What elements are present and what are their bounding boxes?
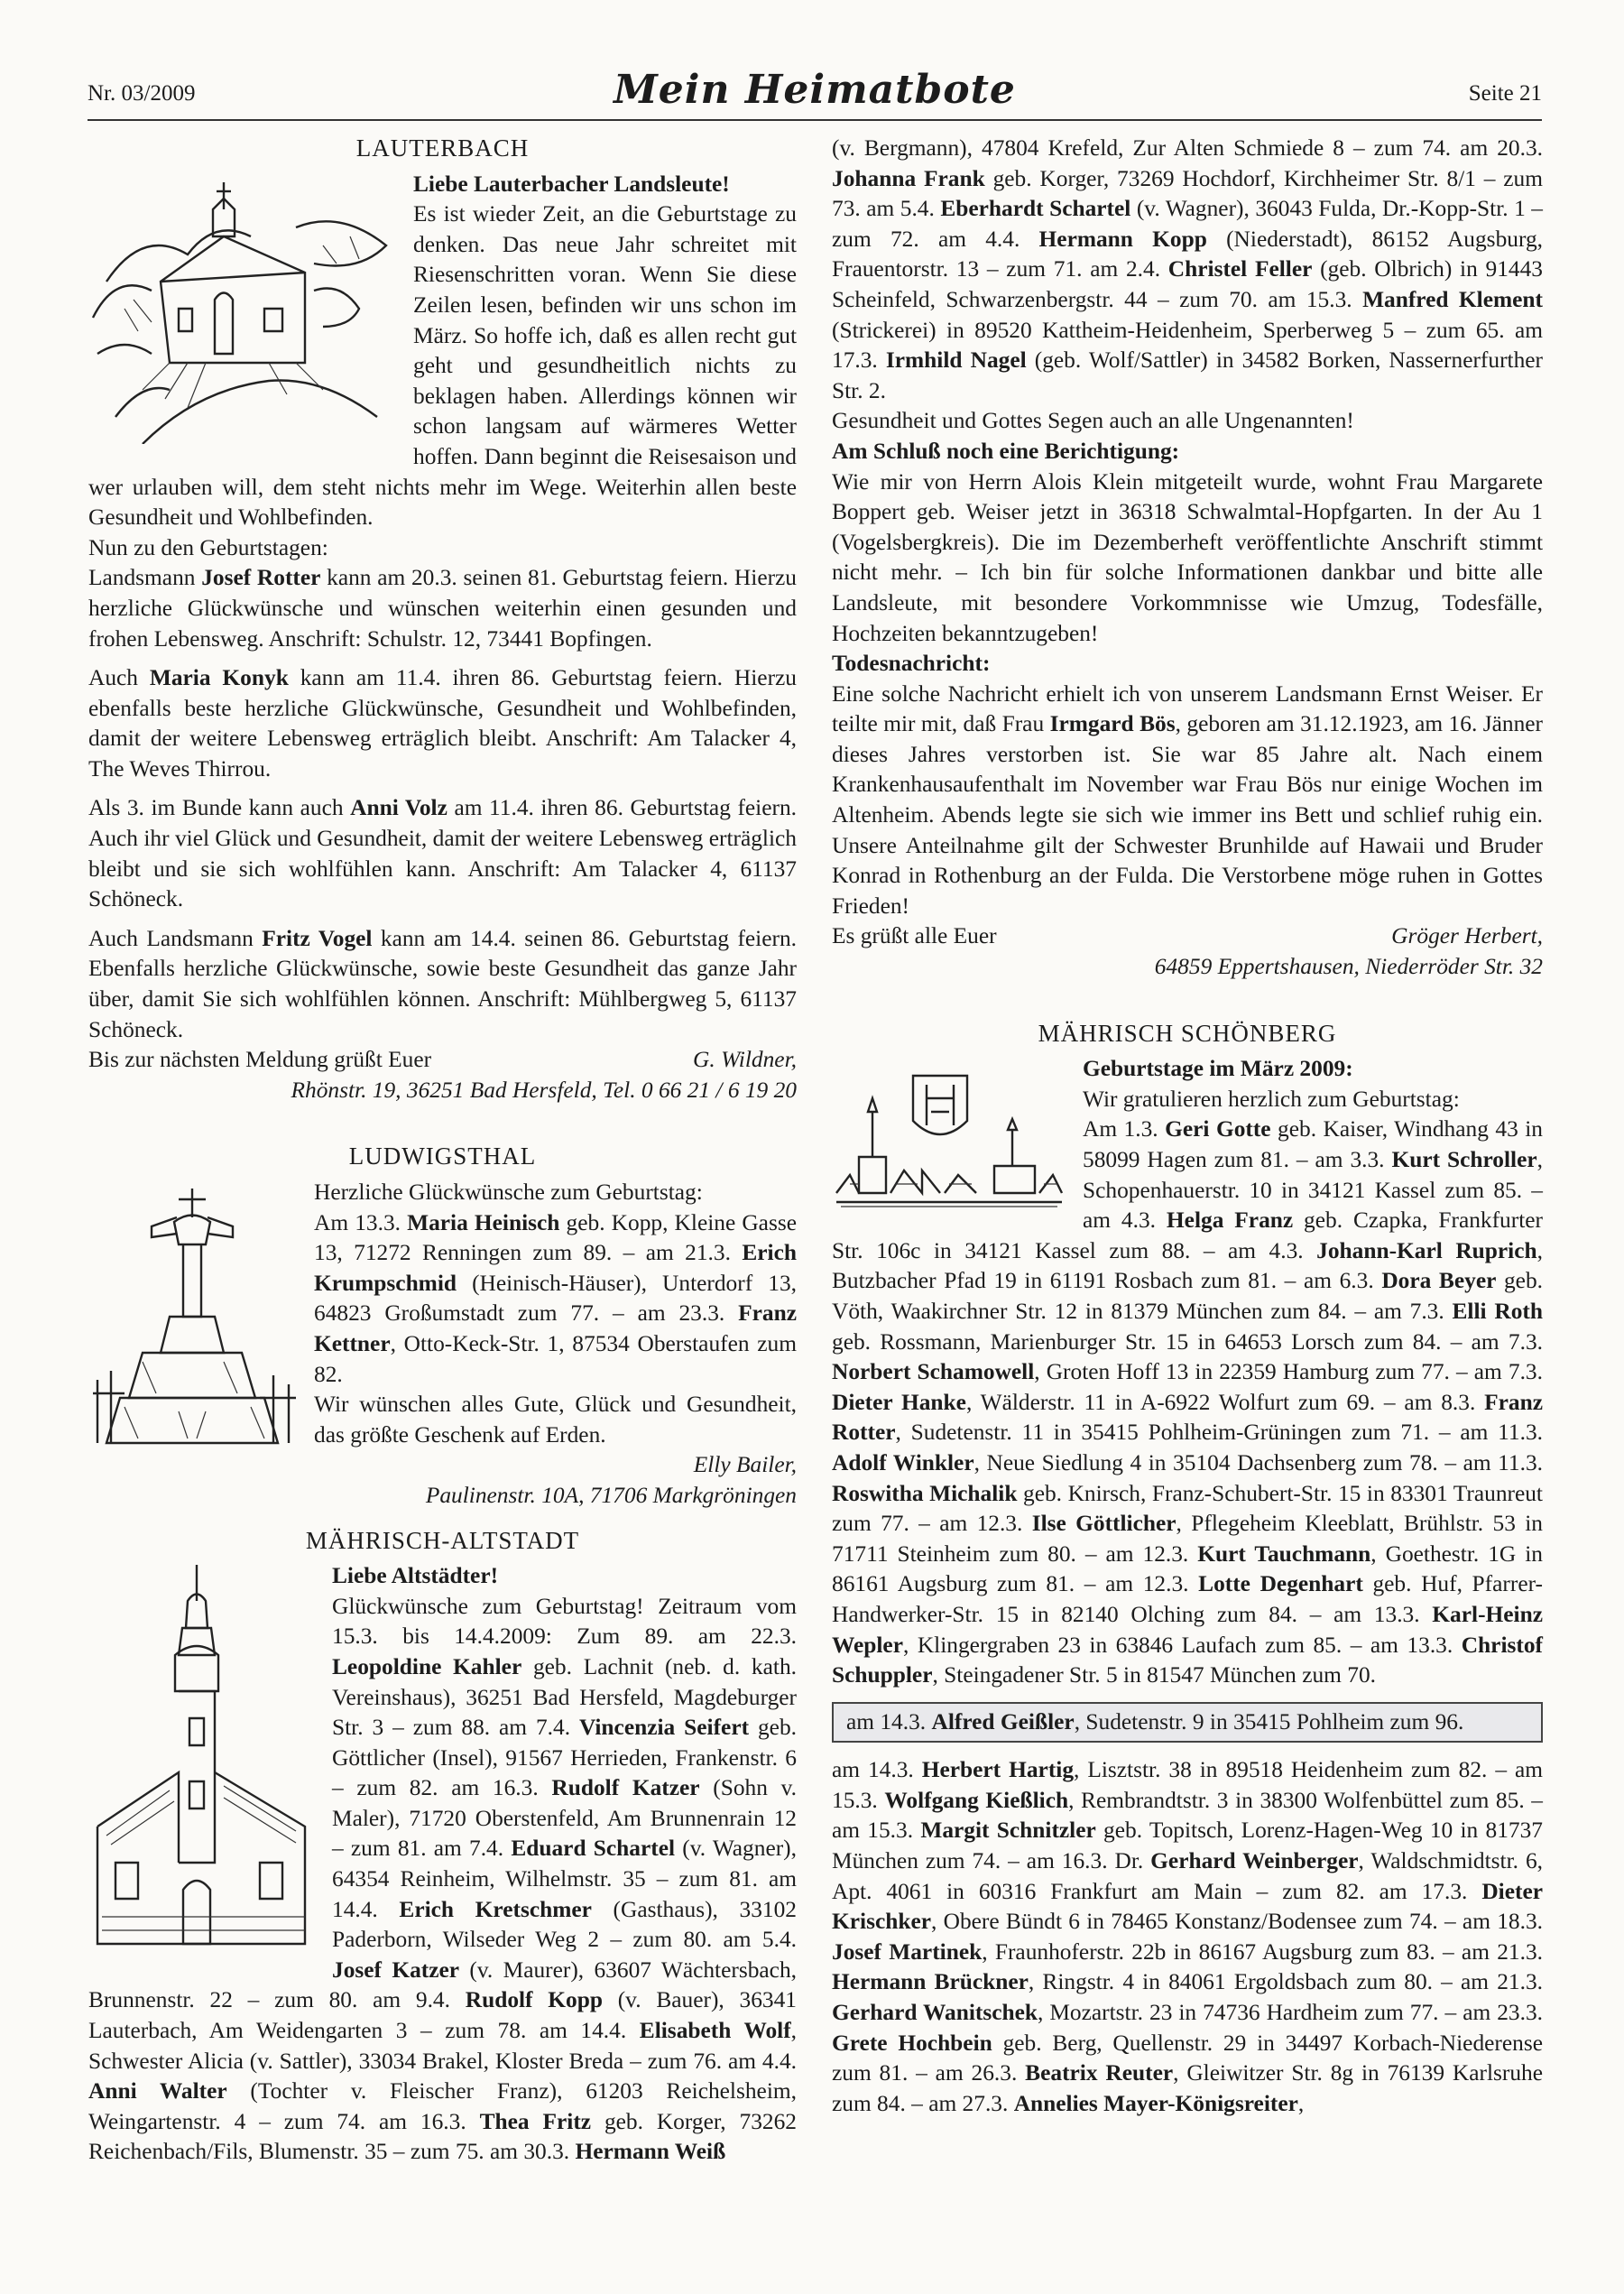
altstadt-greeting: Liebe Altstädter!: [332, 1563, 499, 1589]
lauterbach-entry-4: Auch Landsmann Fritz Vogel kann am 14.4. seinen 86. Geburtstag feiern. Ebenfalls herzliche Glückwünsche, sowie beste Gesundheit das ganze Jahr über, damit Sie sich wohlfühlen können. Anschrift: Mühlbergweg 5, 61137 Schöneck.: [88, 925, 797, 1042]
issue-number: Nr. 03/2009: [88, 81, 196, 106]
altstadt-entries-right: (v. Bergmann), 47804 Krefeld, Zur Alten Schmiede 8 – zum 74. am 20.3. Johanna Frank geb. Korger, 73269 Hochdorf, Kirchheimer Str. 8/1 – zum 73. am 5.4. Eberhardt Schartel (v. Wagner), 36043 Fulda, Dr.-Kopp-Str. 1 – zum 72. am 4.4. Hermann Kopp (Niederstadt), 86152 Augsburg, Frauentorstr. 13 – zum 71. am 2.4. Christel Feller (geb. Olbrich) in 91443 Scheinfeld, Schwarzenbergstr. 44 – zum 70. am 15.3. Manfred Klement (Strickerei) in 89520 Kattheim-Heidenheim, Sperberweg 5 – zum 65. am 17.3. Irmhild Nagel (geb. Wolf/Sattler) in 34582 Borken, Nassernerfurther Str. 2.: [832, 135, 1543, 403]
schoenberg-entries-continued: am 14.3. Herbert Hartig, Lisztstr. 38 in 89518 Heidenheim zum 82. – am 15.3. Wolfgang Kießlich, Rembrandtstr. 3 in 38300 Wolfenbüttel zum 85. – am 15.3. Margit Schnitzler geb. Topitsch, Lorenz-Hagen-Weg 10 in 81737 München zum 74. – am 16.3. Dr. Gerhard Weinberger, Waldschmidtstr. 6, Apt. 4061 in 60316 Frankfurt am Main – zum 82. am 17.3. Dieter Krischker, Obere Bündt 6 in 78465 Konstanz/Bodensee zum 74. – am 18.3. Josef Martinek, Fraunhoferstr. 22b in 86167 Augsburg zum 83. – am 21.3. Hermann Brückner, Ringstr. 4 in 84061 Ergoldsbach zum 80. – am 21.3. Gerhard Wanitschek, Mozartstr. 23 in 74736 Hardheim zum 77. – am 23.3. Grete Hochbein geb. Berg, Quellenstr. 29 in 34497 Korbach-Niederense zum 81. – am 26.3. Beatrix Reuter, Gleiwitzer Str. 8g in 76139 Karlsruhe zum 84. – am 27.3. Annelies Mayer-Königsreiter,: [832, 1757, 1544, 2116]
schoenberg-lead: Wir gratulieren herzlich zum Geburtstag:: [1083, 1086, 1460, 1112]
lauterbach-lead: Nun zu den Geburtstagen:: [88, 534, 328, 560]
lauterbach-entry-2: Auch Maria Konyk kann am 11.4. ihren 86. Geburtstag feiern. Hierzu ebenfalls beste herzliche Glückwünsche, Gesundheit und Wohlbefinden, damit der weitere Lebensweg erträglich bleibt. Anschrift: Am Talacker 4, The Weves Thirrou.: [88, 665, 797, 782]
lauterbach-entry-1: Landsmann Josef Rotter kann am 20.3. seinen 81. Geburtstag feiern. Hierzu herzliche Glückwünsche und wünschen weiterhin einen gesunden und frohen Lebensweg. Anschrift: Schulstr. 12, 73441 Bopfingen.: [88, 565, 798, 652]
section-title-lauterbach: LAUTERBACH: [355, 134, 530, 162]
lauterbach-intro: Es ist wieder Zeit, an die Geburtstage zu denken. Das neue Jahr schreitet mit Riesenschritten voran. Wenn Sie diese Zeilen lesen, befinden wir uns schon im März. So hoffe ich, daß es allen recht gut geht und gesundheitlich nichts zu beklagen haben. Allerdings können wir schon langsam auf wärmeres Wetter hoffen. Dann beginnt die Reisesaison und wer urlauben will, dem steht nichts mehr im Wege. Weiterhin allen beste Gesundheit und Wohlbefinden.: [88, 201, 797, 531]
left-column: [88, 134, 797, 2168]
wayside-cross-illustration: [88, 1181, 298, 1452]
altstadt-death-text: Eine solche Nachricht erhielt ich von unserem Landsmann Ernst Weiser. Er teilte mir mit, daß Frau Irmgard Bös, geboren am 31.12.1923, am 16. Jänner dieses Jahres verstorben ist. Sie war 85 Jahre alt. Nach einem Krankenhausaufenthalt im November war Frau Bös nur einige Wochen im Altenheim. Abends legte sie sich wie immer ins Bett und schlief ruhig ein. Unsere Anteilnahme gilt der Schwester Brunhilde auf Hawaii und Bruder Konrad in Rothenburg an der Fulda. Die Verstorbene möge ruhen in Gottes Frieden!: [832, 680, 1543, 919]
altstadt-death-title: Todesnachricht:: [832, 651, 991, 677]
town-crest-illustration: [832, 1058, 1066, 1211]
lauterbach-entry-3: Als 3. im Bunde kann auch Anni Volz am 11.4. ihren 86. Geburtstag feiern. Auch ihr viel Glück und Gesundheit, damit der weitere Lebensweg erträglich bleibt und sie sich wohlfühlen kann. Anschrift: Am Talacker 4, 61137 Schöneck.: [88, 795, 798, 912]
section-title-schoenberg: MÄHRISCH SCHÖNBERG: [1038, 1019, 1337, 1047]
altstadt-correction-title: Am Schluß noch eine Berichtigung:: [832, 438, 1180, 464]
lauterbach-greeting: Liebe Lauterbacher Landsleute!: [413, 171, 730, 197]
ludwigsthal-lead: Herzliche Glückwünsche zum Geburtstag:: [314, 1179, 703, 1205]
right-column: [832, 134, 1543, 2119]
lauterbach-address: Rhönstr. 19, 36251 Bad Hersfeld, Tel. 0 66 21 / 6 19 20: [291, 1077, 797, 1103]
ludwigsthal-entries: Am 13.3. Maria Heinisch geb. Kopp, Kleine Gasse 13, 71272 Renningen zum 89. – am 21.3. Erich Krumpschmid (Heinisch-Häuser), Unterdorf 13, 64823 Großumstadt zum 77. – am 23.3. Franz Kettner, Otto-Keck-Str. 1, 87534 Oberstaufen zum 82.: [314, 1209, 797, 1387]
highlight-box: am 14.3. Alfred Geißler, Sudetenstr. 9 in 35415 Pohlheim zum 96.: [832, 1702, 1543, 1744]
page-header: [88, 67, 1542, 121]
chapel-illustration: [88, 173, 397, 444]
ludwigsthal-address: Paulinenstr. 10A, 71706 Markgröningen: [425, 1482, 797, 1508]
church-illustration: [88, 1565, 316, 1953]
section-title-ludwigsthal: LUDWIGSTHAL: [348, 1142, 537, 1170]
altstadt-signature: Es grüßt alle Euer Gröger Herbert,: [832, 923, 1543, 949]
altstadt-health: Gesundheit und Gottes Segen auch an alle Ungenannten!: [832, 408, 1354, 434]
altstadt-entries-left: Glückwünsche zum Geburtstag! Zeitraum vom 15.3. bis 14.4.2009: Zum 89. am 22.3. Leopoldine Kahler geb. Lachnit (neb. d. kath. Vereinshaus), 36251 Bad Hersfeld, Magdeburger Str. 3 – zum 88. am 7.4. Vincenzia Seifert geb. Göttlicher (Insel), 91567 Herrieden, Frankenstr. 6 – zum 82. am 16.3. Rudolf Katzer (Sohn v. Maler), 71720 Oberstenfeld, Am Brunnenrain 12 – zum 81. am 7.4. Eduard Schartel (v. Wagner), 64354 Reinheim, Wilhelmstr. 35 – zum 81. am 14.4. Erich Kretschmer (Gasthaus), 33102 Paderborn, Wilseder Weg 2 – zum 80. am 5.4. Josef Katzer (v. Maurer), 63607 Wächtersbach, Brunnenstr. 22 – zum 80. am 9.4. Rudolf Kopp (v. Bauer), 36341 Lauterbach, Am Weidengarten 3 – zum 78. am 14.4. Elisabeth Wolf, Schwester Alicia (v. Sattler), 33034 Brakel, Kloster Breda – zum 76. am 4.4. Anni Walter (Tochter v. Fleischer Franz), 61203 Reichelsheim, Weingartenstr. 4 – zum 74. am 16.3. Thea Fritz geb. Korger, 73262 Reichenbach/Fils, Blumenstr. 35 – zum 75. am 30.3. Hermann Weiß: [88, 1593, 798, 2165]
schoenberg-subtitle: Geburtstage im März 2009:: [1083, 1056, 1353, 1082]
lauterbach-signature: Bis zur nächsten Meldung grüßt Euer G. Wildner,: [88, 1047, 797, 1073]
page-number: Seite 21: [1468, 81, 1542, 106]
ludwigsthal-wish: Wir wünschen alles Gute, Glück und Gesundheit, das größte Geschenk auf Erden.: [314, 1392, 797, 1448]
altstadt-correction-text: Wie mir von Herrn Alois Klein mitgeteilt wurde, wohnt Frau Margarete Boppert geb. Weiser jetzt in 36318 Schwalmtal-Hopfgarten. In der Au 1 (Vogelsbergkreis). Die im Dezemberheft veröffentlichte Anschrift stimmt nicht mehr. – Ich bin für solche Informationen dankbar und bitte alle Landsleute, mit besondere Vorkommnisse wie Umzug, Todesfälle, Hochzeiten bekanntzugeben!: [832, 468, 1543, 646]
masthead: Mein Heimatbote: [614, 67, 1016, 113]
schoenberg-entries: Am 1.3. Geri Gotte geb. Kaiser, Windhang 43 in 58099 Hagen zum 81. – am 3.3. Kurt Schroller, Schopenhauerstr. 10 in 34121 Kassel zum 85. – am 4.3. Helga Franz geb. Czapka, Frankfurter Str. 106c in 34121 Kassel zum 88. – am 4.3. Johann-Karl Ruprich, Butzbacher Pfad 19 in 61191 Rosbach zum 81. – am 6.3. Dora Beyer geb. Vöth, Waakirchner Str. 12 in 81379 München zum 84. – am 7.3. Elli Roth geb. Rossmann, Marienburger Str. 15 in 64653 Lorsch zum 84. – am 7.3. Norbert Schamowell, Groten Hoff 13 in 22359 Hamburg zum 77. – am 7.3. Dieter Hanke, Wälderstr. 11 in A-6922 Wolfurt zum 69. – am 8.3. Franz Rotter, Sudetenstr. 11 in 35415 Pohlheim-Grüningen zum 71. – am 11.3. Adolf Winkler, Neue Siedlung 4 in 35104 Dachsenberg zum 78. – am 11.3. Roswitha Michalik geb. Knirsch, Franz-Schubert-Str. 15 in 83301 Traunreut zum 77. – am 12.3. Ilse Göttlicher, Pflegeheim Kleeblatt, Brühlstr. 53 in 71711 Steinheim zum 80. – am 12.3. Kurt Tauchmann, Goethestr. 1G in 86161 Augsburg zum 81. – am 12.3. Lotte Degenhart geb. Huf, Pfarrer-Handwerker-Str. 15 in 82140 Olching zum 84. – am 13.3. Karl-Heinz Wepler, Klingergraben 23 in 63846 Laufach zum 85. – am 13.3. Christof Schuppler, Steingadener Str. 5 in 81547 München zum 70.: [832, 1116, 1543, 1688]
ludwigsthal-signature: Elly Bailer,: [693, 1452, 797, 1478]
altstadt-address: 64859 Eppertshausen, Niederröder Str. 32: [1154, 954, 1543, 980]
section-title-altstadt: MÄHRISCH-ALTSTADT: [305, 1526, 580, 1554]
